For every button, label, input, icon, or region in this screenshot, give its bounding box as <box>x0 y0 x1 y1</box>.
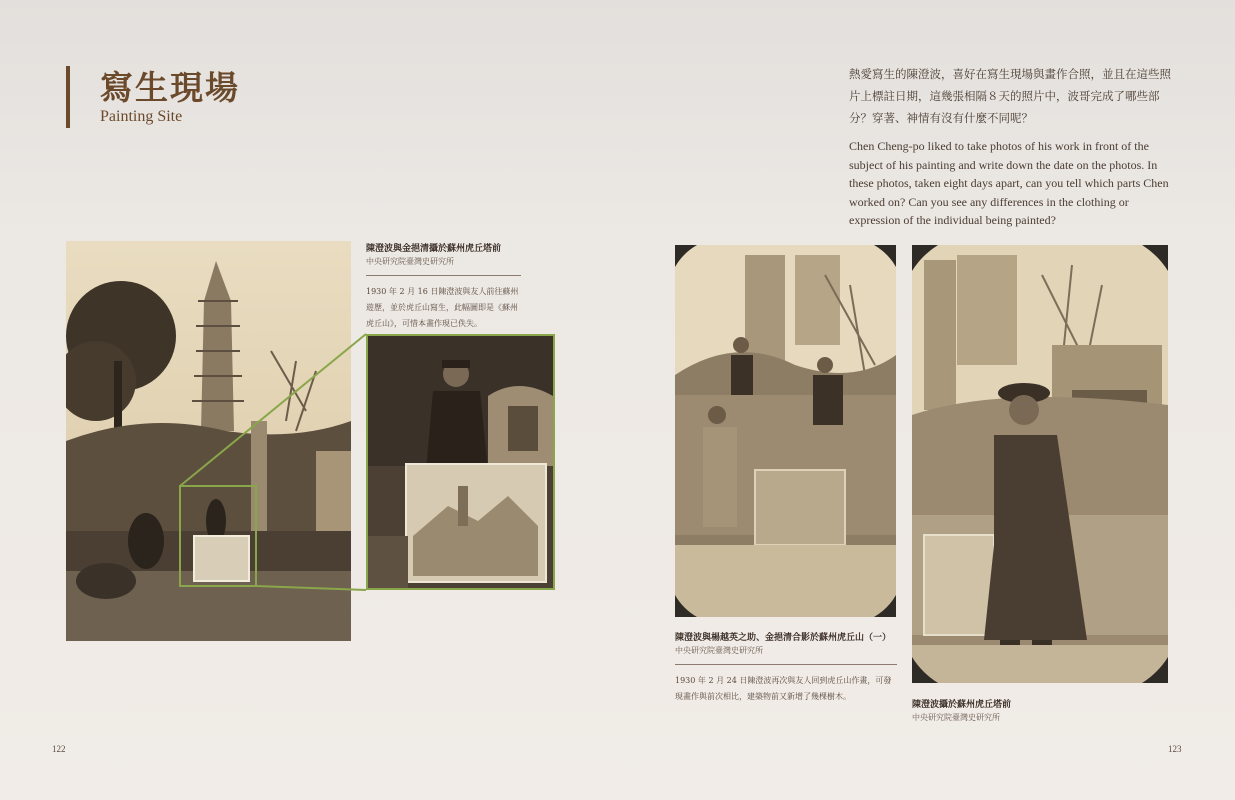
page-number-right: 123 <box>1168 744 1182 754</box>
caption-divider <box>675 664 897 665</box>
page-title: 寫生現場 <box>100 68 240 107</box>
caption-description: 1930 年 2 月 16 日陳澄波與友人前往蘇州遊歷，並於虎丘山寫生，此幅圖即是《蘇州虎丘山》，可惜本畫作現已佚失。 <box>366 287 519 328</box>
caption-source: 中央研究院臺灣史研究所 <box>912 713 1000 722</box>
photo-man-pagoda <box>912 245 1168 683</box>
intro-text-zh: 熱愛寫生的陳澄波，喜好在寫生現場與畫作合照，並且在這些照片上標註日期，這幾張相隔８天的照片中，波哥完成了哪些部分？穿著、神情有沒有什麼不同呢？ <box>849 67 1171 125</box>
caption-divider <box>366 275 521 276</box>
photo-zoom-inset <box>366 334 555 590</box>
caption-photo2 <box>675 630 897 705</box>
caption-title: 陳澄波攝於蘇州虎丘塔前 <box>912 700 1012 710</box>
caption-source: 中央研究院臺灣史研究所 <box>366 257 454 266</box>
intro-text-en: Chen Cheng-po liked to take photos of his work in front of the subject of his painting and write down the date on the photos. In these photos, taken eight days apart, can you tell which parts Chen worked on? Can you see any differences in the clothing or expression of the individual being painted? <box>849 139 1169 228</box>
caption-title: 陳澄波與金挹清攝於蘇州虎丘塔前 <box>366 244 502 254</box>
page-subtitle: Painting Site <box>100 108 183 125</box>
photo-group-hill <box>675 245 896 617</box>
caption-title: 陳澄波與楊越英之助、金挹清合影於蘇州虎丘山（一） <box>675 633 892 643</box>
caption-photo3 <box>912 697 1112 723</box>
caption-photo1 <box>366 241 521 332</box>
caption-source: 中央研究院臺灣史研究所 <box>675 646 763 655</box>
page-number-left: 122 <box>52 744 66 754</box>
caption-description: 1930 年 2 月 24 日陳澄波再次與友人回到虎丘山作畫，可發現畫作與前次相比，建築物前又新增了幾棵樹木。 <box>675 676 892 701</box>
